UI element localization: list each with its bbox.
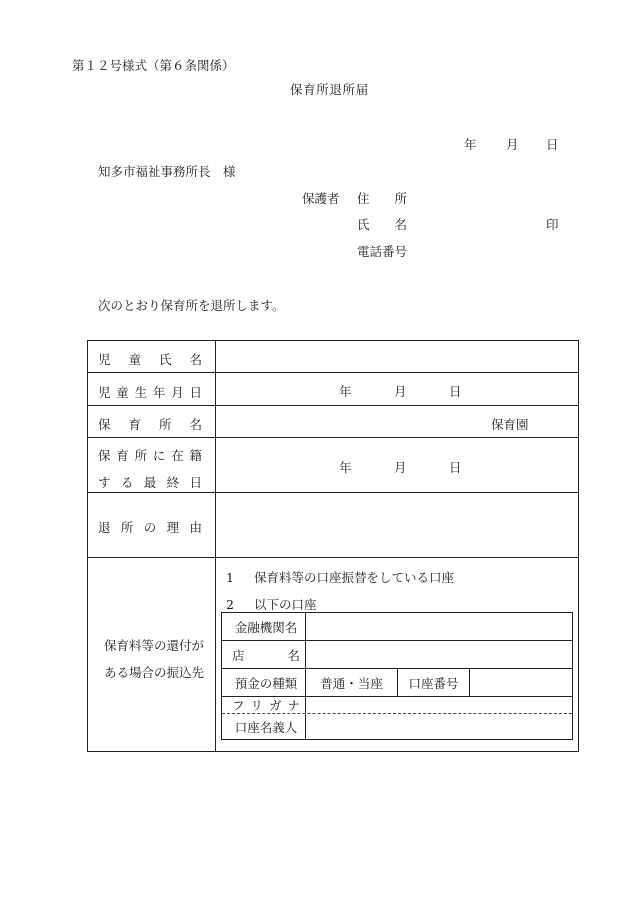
label-char: ガ xyxy=(268,698,282,713)
option-2-text: 以下の口座 xyxy=(253,597,317,612)
label-char: 由 xyxy=(189,520,202,535)
label-char: 籍 xyxy=(189,448,202,463)
child-name-label xyxy=(98,350,202,368)
label-char: 月 xyxy=(171,385,184,400)
label-char: 所 xyxy=(134,448,148,463)
bank-account-table xyxy=(221,612,573,740)
birthdate-label xyxy=(98,383,202,401)
bank-name-label: 金融機関名 xyxy=(234,619,298,635)
refund-label-cell xyxy=(88,558,216,751)
bank-name-label-cell xyxy=(222,613,306,640)
page-title: 保育所退所届 xyxy=(290,82,369,97)
label-char: 生 xyxy=(134,385,148,400)
label-char: 童 xyxy=(116,385,129,400)
label-char: 保 xyxy=(98,448,111,463)
deposit-type-options-text: 普通・当座 xyxy=(320,675,383,691)
account-number-label: 口座番号 xyxy=(408,675,459,691)
label-char: 保 xyxy=(98,417,111,432)
branch-label xyxy=(232,646,300,664)
furigana-field[interactable] xyxy=(306,697,572,713)
address-label: 住 所 xyxy=(357,191,408,206)
label-char: 店 xyxy=(232,647,245,663)
birth-month-label: 月 xyxy=(394,384,407,399)
child-name-label-cell xyxy=(88,341,216,372)
bank-name-row xyxy=(222,613,572,641)
deposit-type-options[interactable] xyxy=(306,669,398,696)
account-holder-label: 口座名義人 xyxy=(234,719,298,735)
last-day-label-line1 xyxy=(98,446,202,464)
date-day-label: 日 xyxy=(546,137,559,152)
name-label: 氏 名 xyxy=(357,217,408,232)
label-char: 育 xyxy=(128,417,141,432)
label-char: 所 xyxy=(120,520,134,535)
row-child-name xyxy=(88,341,578,373)
label-char: 氏 xyxy=(158,352,172,367)
furigana-row xyxy=(222,697,572,714)
account-number-field[interactable] xyxy=(470,669,572,696)
label-char: に xyxy=(152,448,166,463)
deposit-type-label: 預金の種類 xyxy=(234,675,298,691)
label-char: す xyxy=(98,475,111,490)
label-char: 終 xyxy=(166,475,180,490)
account-number-label-cell xyxy=(398,669,470,696)
label-char: 児 xyxy=(98,352,111,367)
account-holder-label-cell xyxy=(222,714,306,739)
label-char: 日 xyxy=(189,475,202,490)
row-nursery-name xyxy=(88,406,578,438)
label-char: フ xyxy=(232,698,245,713)
deposit-type-row xyxy=(222,669,572,697)
nursery-label-cell xyxy=(88,406,216,437)
label-char: 年 xyxy=(152,385,166,400)
deposit-type-label-cell xyxy=(222,669,306,696)
last-year-label: 年 xyxy=(339,460,352,475)
last-day-label-cell xyxy=(88,438,216,492)
label-char: の xyxy=(143,520,157,535)
refund-label-line1: 保育料等の還付が xyxy=(104,638,205,653)
birth-day-label: 日 xyxy=(449,384,462,399)
seal-mark: 印 xyxy=(546,217,559,232)
reason-label xyxy=(98,518,202,536)
option-2-number: 2 xyxy=(226,597,234,612)
branch-field[interactable] xyxy=(306,641,572,668)
option-2[interactable] xyxy=(226,595,316,613)
label-char: 育 xyxy=(116,448,129,463)
option-1-text: 保育料等の口座振替をしている口座 xyxy=(253,570,454,585)
last-month-label: 月 xyxy=(394,460,407,475)
nursery-label xyxy=(98,415,202,433)
addressee: 知多市福祉事務所長 様 xyxy=(98,164,236,179)
account-holder-field[interactable] xyxy=(306,714,572,739)
birthdate-field[interactable] xyxy=(216,373,578,405)
account-holder-row xyxy=(222,714,572,739)
label-char: 所 xyxy=(158,417,172,432)
reason-field[interactable] xyxy=(216,493,578,557)
nursery-suffix: 保育園 xyxy=(491,417,529,432)
branch-row xyxy=(222,641,572,669)
label-char: 児 xyxy=(98,385,111,400)
reason-label-cell xyxy=(88,493,216,557)
label-char: 名 xyxy=(189,352,202,367)
label-char: 在 xyxy=(171,448,184,463)
birth-year-label: 年 xyxy=(339,384,352,399)
row-last-day xyxy=(88,438,578,493)
label-char: 童 xyxy=(128,352,141,367)
label-char: 退 xyxy=(98,520,111,535)
last-day-day-label: 日 xyxy=(449,460,462,475)
label-char: リ xyxy=(250,698,263,713)
label-char: 最 xyxy=(143,475,157,490)
label-char: 理 xyxy=(166,520,180,535)
phone-label: 電話番号 xyxy=(357,244,408,259)
nursery-name-field[interactable] xyxy=(216,406,578,437)
option-1[interactable] xyxy=(226,568,454,586)
furigana-label-cell xyxy=(222,697,306,713)
date-year-label: 年 xyxy=(464,137,477,152)
option-1-number: 1 xyxy=(226,570,234,585)
guardian-label: 保護者 xyxy=(302,191,340,206)
row-reason xyxy=(88,493,578,558)
branch-label-cell xyxy=(222,641,306,668)
bank-name-field[interactable] xyxy=(306,613,572,640)
label-char: 日 xyxy=(189,385,202,400)
label-char: 名 xyxy=(189,417,202,432)
label-char: る xyxy=(120,475,134,490)
statement: 次のとおり保育所を退所します。 xyxy=(98,298,285,313)
last-day-label-line2 xyxy=(98,473,202,491)
label-char: ナ xyxy=(287,698,300,713)
child-name-field[interactable] xyxy=(216,341,578,372)
birthdate-label-cell xyxy=(88,373,216,405)
last-day-field[interactable] xyxy=(216,438,578,492)
label-char: 名 xyxy=(287,647,300,663)
furigana-label xyxy=(232,696,300,714)
date-month-label: 月 xyxy=(506,137,519,152)
row-birthdate xyxy=(88,373,578,406)
form-number: 第１２号様式（第６条関係） xyxy=(72,58,235,73)
refund-label-line2: ある場合の振込先 xyxy=(104,665,205,680)
